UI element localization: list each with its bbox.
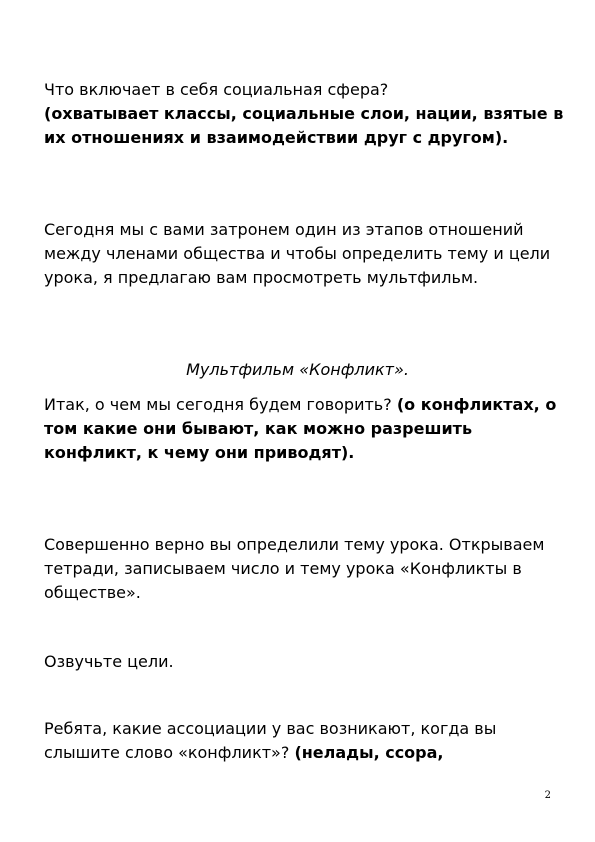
paragraph-intro: Сегодня мы с вами затронем один из этапов отношений между членами общества и чтобы определить тему и цели урока, я предлагаю вам просмотреть мультфильм. — [44, 220, 551, 287]
question-text: Итак, о чем мы сегодня будем говорить? — [44, 395, 392, 414]
question-text: Ребята, какие ассоциации у вас возникают, когда вы слышите слово «конфликт»? — [44, 719, 497, 762]
question-text: Что включает в себя социальная сфера? — [44, 80, 389, 99]
paragraph-lesson-topic-question — [44, 393, 564, 465]
film-title: Мультфильм «Конфликт». — [186, 360, 409, 379]
paragraph-associations — [44, 717, 564, 765]
paragraph-social-sphere — [44, 78, 564, 150]
answer-text: (нелады, ссора, — [294, 743, 444, 762]
answer-text: (о конфликтах, о том какие они бывают, как можно разрешить конфликт, к чему они приводят). — [44, 395, 557, 462]
paragraph-topic: Совершенно верно вы определили тему урока. Открываем тетради, записываем число и тему урока «Конфликты в обществе». — [44, 535, 545, 602]
paragraph-goals: Озвучьте цели. — [44, 652, 174, 671]
page-number: 2 — [544, 790, 551, 801]
answer-text: (охватывает классы, социальные слои, нации, взятые в их отношениях и взаимодействии друг с другом). — [44, 104, 564, 147]
